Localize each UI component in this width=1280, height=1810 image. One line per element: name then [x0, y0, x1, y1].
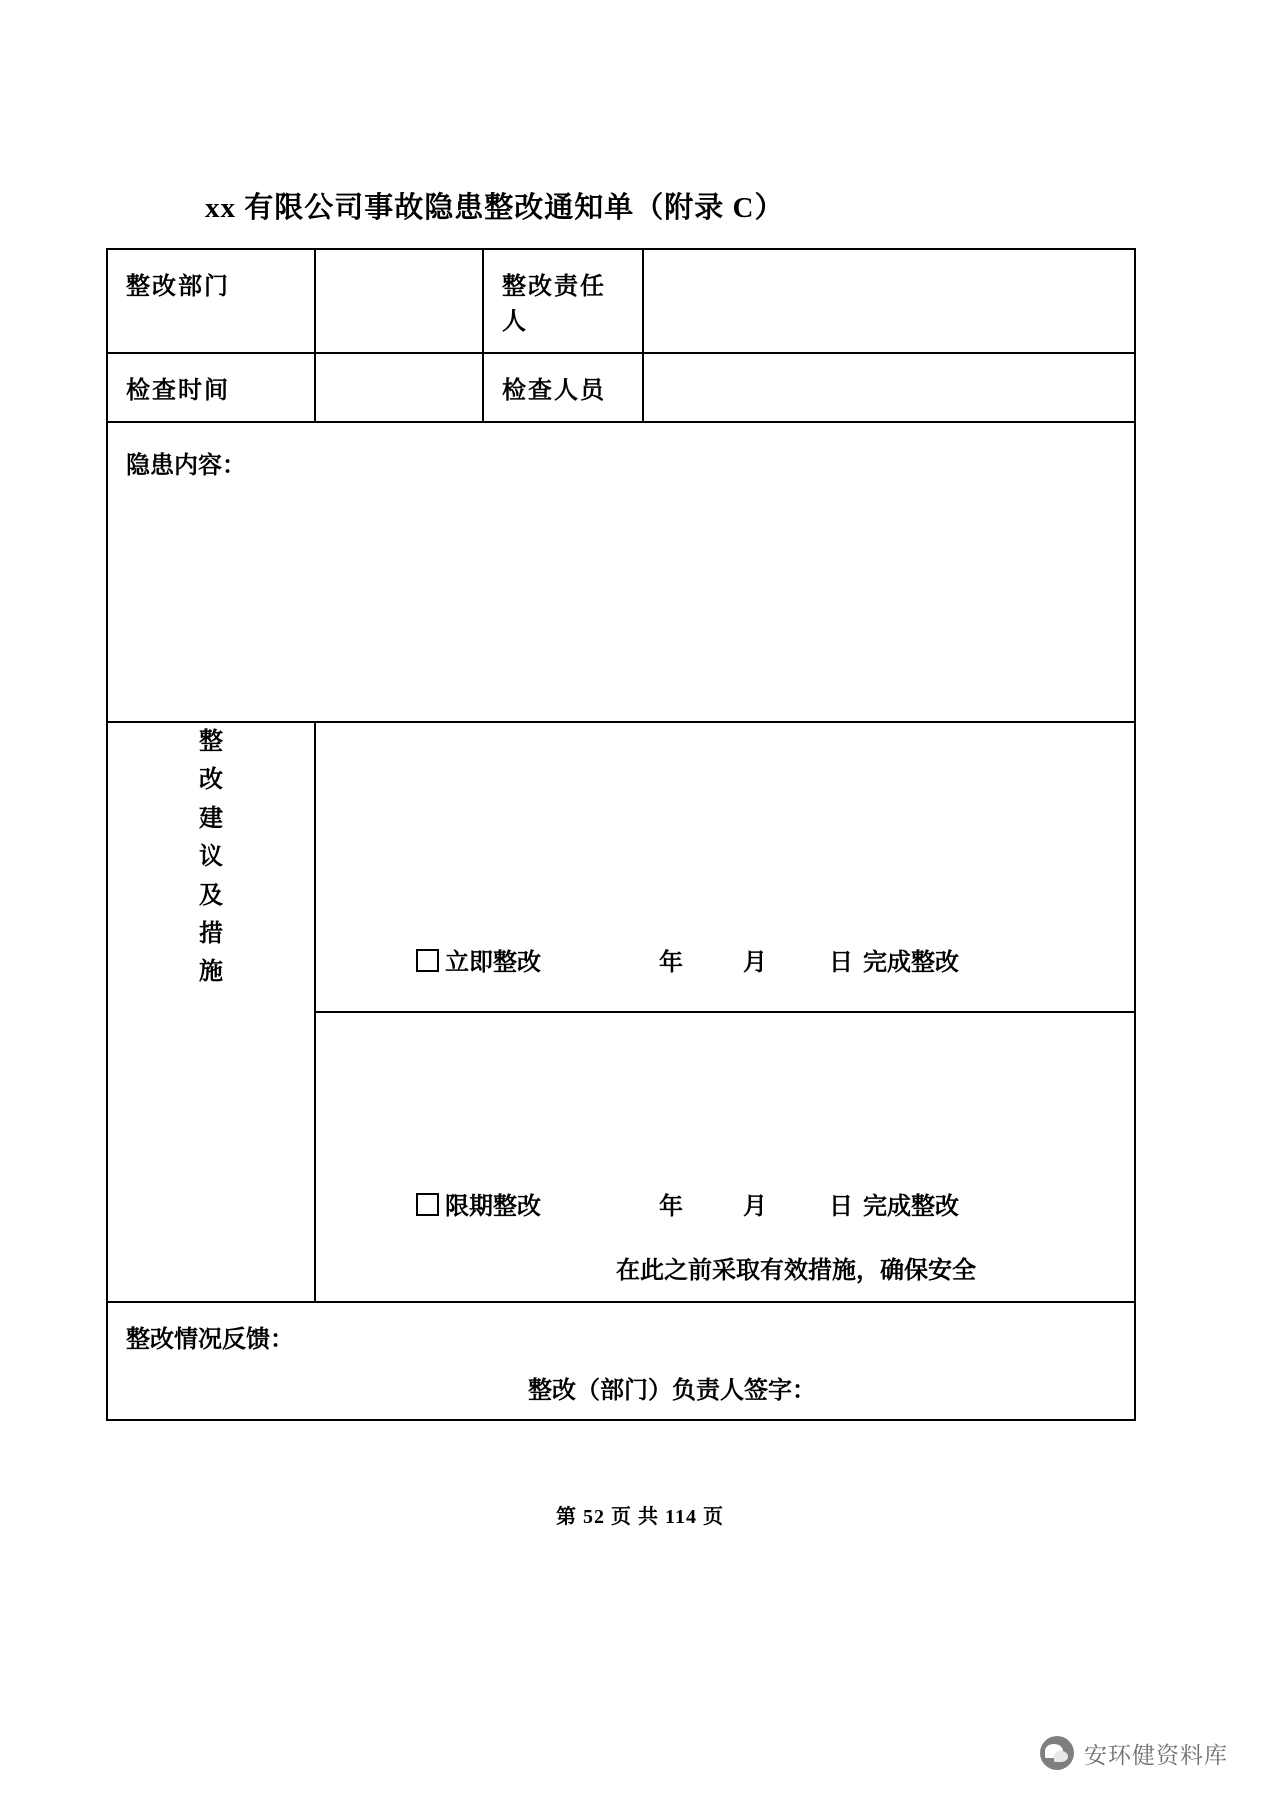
label-department: 整改部门	[126, 273, 230, 300]
label-month-deadline: 月	[743, 1193, 767, 1220]
cell-measure-deadline[interactable]	[315, 1012, 1135, 1302]
watermark	[1040, 1736, 1228, 1770]
cell-label-inspection-time	[107, 353, 315, 422]
measure-immediate-block	[316, 723, 1134, 1011]
cell-label-responsible-person	[483, 249, 643, 353]
label-complete-immediate: 完成整改	[863, 949, 959, 976]
label-responsible-person: 整改责任人	[502, 273, 606, 335]
cell-value-department[interactable]	[315, 249, 483, 353]
label-day-deadline: 日	[829, 1193, 853, 1220]
vertical-char: 整	[199, 728, 223, 755]
measure-immediate-line	[416, 942, 1124, 977]
page-title: xx 有限公司事故隐患整改通知单（附录 C）	[205, 192, 785, 224]
label-inspection-time: 检查时间	[126, 377, 230, 404]
page-number-footer: 第 52 页 共 114 页	[556, 1506, 724, 1528]
cell-value-inspection-time[interactable]	[315, 353, 483, 422]
vertical-char: 及	[199, 881, 223, 909]
vertical-char: 施	[199, 958, 223, 986]
value-responsible-person	[644, 250, 1134, 310]
vertical-label-text	[108, 723, 314, 992]
label-month-immediate: 月	[743, 949, 767, 976]
cell-label-inspector	[483, 353, 643, 422]
table-row-hazard	[107, 422, 1135, 722]
vertical-char: 措	[199, 919, 223, 947]
table-row-measure-immediate	[107, 722, 1135, 1012]
checkbox-deadline-rectification[interactable]	[416, 1193, 439, 1216]
measure-deadline-block	[316, 1013, 1134, 1301]
cell-label-department	[107, 249, 315, 353]
label-deadline-rectification: 限期整改	[445, 1193, 541, 1220]
cell-feedback[interactable]	[107, 1302, 1135, 1420]
feedback-block	[108, 1303, 1134, 1419]
measure-deadline-note: 在此之前采取有效措施，确保安全	[616, 1257, 976, 1284]
label-year-deadline: 年	[659, 1193, 683, 1220]
table-row	[107, 353, 1135, 422]
value-department	[316, 250, 482, 310]
label-day-immediate: 日	[829, 949, 853, 976]
value-inspection-time	[316, 354, 482, 414]
label-year-immediate: 年	[659, 949, 683, 976]
wechat-icon	[1040, 1736, 1074, 1770]
label-feedback: 整改情况反馈：	[126, 1326, 294, 1353]
cell-value-inspector[interactable]	[643, 353, 1135, 422]
cell-hazard-content[interactable]	[107, 422, 1135, 722]
cell-value-responsible-person[interactable]	[643, 249, 1135, 353]
vertical-label-measures	[107, 722, 315, 1302]
cell-measure-immediate[interactable]	[315, 722, 1135, 1012]
vertical-char: 建	[199, 804, 223, 832]
label-hazard-content: 隐患内容：	[126, 452, 246, 479]
vertical-char: 改	[199, 766, 223, 794]
value-inspector	[644, 354, 1134, 414]
label-immediate-rectification: 立即整改	[445, 949, 541, 976]
vertical-char: 议	[199, 843, 223, 871]
table-row	[107, 249, 1135, 353]
table-row-feedback	[107, 1302, 1135, 1420]
label-feedback-signature: 整改（部门）负责人签字：	[528, 1377, 816, 1404]
label-inspector: 检查人员	[502, 377, 606, 404]
measure-deadline-line	[416, 1186, 1124, 1221]
rectification-notice-table	[106, 248, 1136, 1421]
checkbox-immediate-rectification[interactable]	[416, 949, 439, 972]
watermark-text: 安环健资料库	[1084, 1741, 1228, 1768]
label-complete-deadline: 完成整改	[863, 1193, 959, 1220]
